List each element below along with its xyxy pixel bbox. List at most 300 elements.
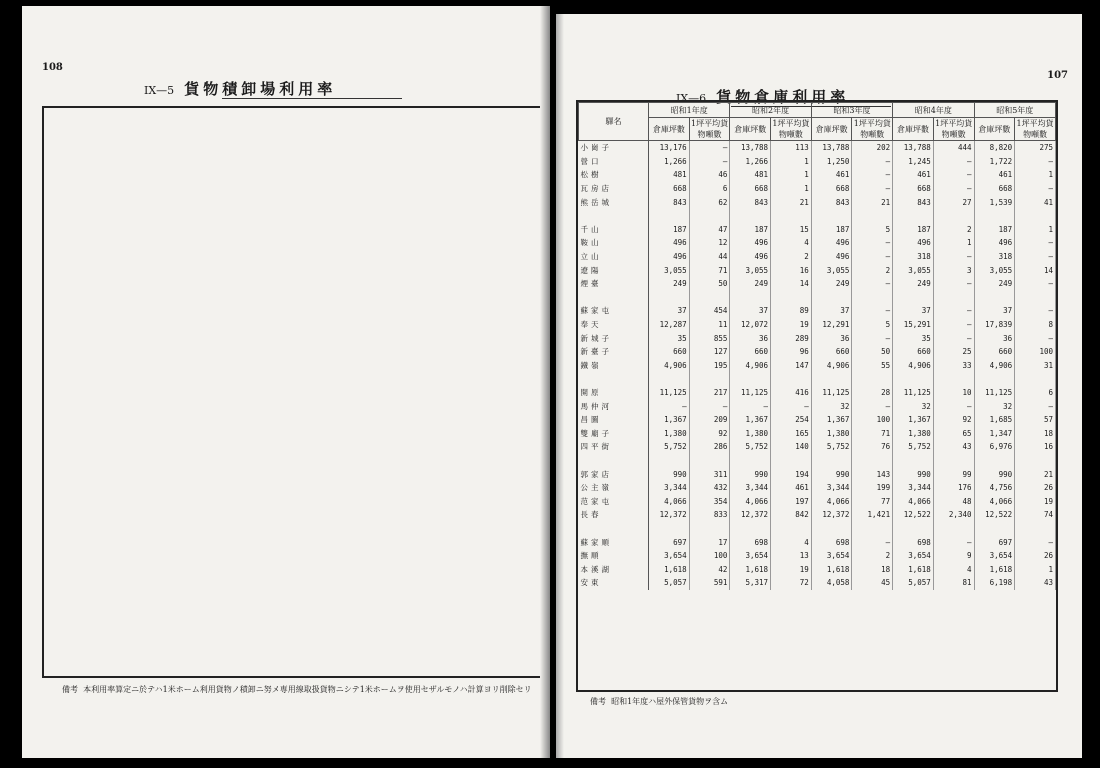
value-cell: 698 (730, 535, 771, 549)
value-cell: 45 (852, 576, 893, 590)
value-cell: 1,266 (649, 155, 690, 169)
value-cell: — (1015, 155, 1056, 169)
value-cell: 1,618 (974, 562, 1015, 576)
value-cell: — (1015, 250, 1056, 264)
table-row (579, 549, 1056, 563)
value-cell: 3,055 (893, 263, 934, 277)
sub-header: 倉庫坪數 (730, 118, 771, 141)
value-cell: 496 (730, 236, 771, 250)
value-cell: 1,618 (811, 562, 852, 576)
value-cell: 14 (771, 277, 812, 291)
station-name-cell: 煙臺 (579, 277, 649, 291)
value-cell: 37 (730, 304, 771, 318)
year-header: 昭和5年度 (974, 103, 1056, 118)
value-cell: 1 (933, 236, 974, 250)
value-cell: 37 (893, 304, 934, 318)
table-row (579, 195, 1056, 209)
value-cell: 42 (689, 562, 730, 576)
table-row (579, 481, 1056, 495)
value-cell (771, 522, 812, 536)
value-cell: 6 (1015, 386, 1056, 400)
sub-header: 1坪平均貨物噸數 (690, 119, 729, 139)
value-cell: 668 (811, 182, 852, 196)
value-cell: 2 (771, 250, 812, 264)
value-cell: 33 (933, 359, 974, 373)
station-name-cell: 雙廟子 (579, 426, 649, 440)
station-name-cell: 四平街 (579, 440, 649, 454)
value-cell: 4,906 (730, 359, 771, 373)
right-title-text: 貨物倉庫利用率 (716, 88, 850, 106)
sub-header: 1坪平均貨物噸數 (772, 119, 810, 139)
table-row (579, 426, 1056, 440)
value-cell: 668 (649, 182, 690, 196)
table-row (579, 168, 1056, 182)
value-cell: — (852, 182, 893, 196)
value-cell: 1,539 (974, 195, 1015, 209)
right-page (556, 14, 1082, 758)
value-cell: 4,906 (811, 359, 852, 373)
sub-header: 倉庫坪數 (893, 118, 934, 141)
value-cell (1015, 522, 1056, 536)
value-cell: 1,722 (974, 155, 1015, 169)
value-cell: 416 (771, 386, 812, 400)
table-row (579, 318, 1056, 332)
warehouse-table-body (579, 141, 1056, 590)
value-cell: 11,125 (974, 386, 1015, 400)
value-cell: 3,344 (811, 481, 852, 495)
value-cell: 842 (771, 508, 812, 522)
value-cell: 1 (1015, 562, 1056, 576)
value-cell: 37 (974, 304, 1015, 318)
value-cell: 92 (933, 413, 974, 427)
left-page-number: 108 (42, 62, 63, 73)
value-cell: 43 (933, 440, 974, 454)
right-table (576, 100, 1058, 692)
value-cell: 113 (771, 141, 812, 155)
value-cell: 96 (771, 345, 812, 359)
left-gutter-shadow (540, 6, 550, 758)
value-cell: 496 (649, 250, 690, 264)
station-name-cell: 千山 (579, 223, 649, 237)
station-name-cell: 新臺子 (579, 345, 649, 359)
value-cell: 496 (811, 236, 852, 250)
value-cell: 4,066 (893, 494, 934, 508)
table-row (579, 236, 1056, 250)
station-name-cell: 開原 (579, 386, 649, 400)
value-cell: 10 (933, 386, 974, 400)
sub-header: 1坪平均貨物噸數 (853, 119, 891, 139)
value-cell: 843 (811, 195, 852, 209)
value-cell: 13,788 (811, 141, 852, 155)
value-cell: — (933, 250, 974, 264)
value-cell: 5,752 (811, 440, 852, 454)
value-cell: 1,618 (649, 562, 690, 576)
value-cell: 57 (1015, 413, 1056, 427)
value-cell: — (649, 399, 690, 413)
value-cell: 12,522 (893, 508, 934, 522)
value-cell: — (1015, 304, 1056, 318)
value-cell: 4,906 (893, 359, 934, 373)
value-cell: — (933, 331, 974, 345)
value-cell: 47 (689, 223, 730, 237)
value-cell: 71 (689, 263, 730, 277)
value-cell: 5,057 (649, 576, 690, 590)
value-cell: 5,752 (730, 440, 771, 454)
left-page-title (144, 78, 336, 99)
value-cell: 31 (1015, 359, 1056, 373)
value-cell: 32 (893, 399, 934, 413)
sub-header: 倉庫坪數 (811, 118, 852, 141)
value-cell: — (730, 399, 771, 413)
station-name-cell: 瓦房店 (579, 182, 649, 196)
value-cell: 3,344 (893, 481, 934, 495)
table-row (579, 155, 1056, 169)
value-cell: 76 (852, 440, 893, 454)
value-cell: 1,380 (811, 426, 852, 440)
value-cell: 249 (974, 277, 1015, 291)
value-cell: 496 (730, 250, 771, 264)
value-cell: 461 (974, 168, 1015, 182)
value-cell: 660 (811, 345, 852, 359)
table-row (579, 413, 1056, 427)
value-cell: 660 (893, 345, 934, 359)
value-cell (689, 454, 730, 468)
value-cell: 591 (689, 576, 730, 590)
value-cell: 496 (974, 236, 1015, 250)
value-cell: 1,618 (730, 562, 771, 576)
value-cell: 37 (811, 304, 852, 318)
value-cell: 16 (771, 263, 812, 277)
value-cell: 990 (730, 467, 771, 481)
value-cell: 81 (933, 576, 974, 590)
value-cell: 6,198 (974, 576, 1015, 590)
value-cell: 1 (1015, 168, 1056, 182)
value-cell: 2,340 (933, 508, 974, 522)
value-cell (689, 291, 730, 305)
station-name-cell: 公主嶺 (579, 481, 649, 495)
value-cell (649, 291, 690, 305)
value-cell (1015, 209, 1056, 223)
value-cell: 36 (811, 331, 852, 345)
value-cell (689, 372, 730, 386)
value-cell: 668 (730, 182, 771, 196)
value-cell: 496 (893, 236, 934, 250)
value-cell: 74 (1015, 508, 1056, 522)
left-note-label: 備考 (62, 685, 78, 694)
value-cell (811, 454, 852, 468)
value-cell: 3,344 (730, 481, 771, 495)
value-cell: 1 (771, 155, 812, 169)
value-cell: 55 (852, 359, 893, 373)
value-cell: 318 (893, 250, 934, 264)
value-cell: 199 (852, 481, 893, 495)
value-cell: — (933, 277, 974, 291)
value-cell: 3,654 (649, 549, 690, 563)
value-cell (730, 454, 771, 468)
value-cell: — (771, 399, 812, 413)
value-cell: 15 (771, 223, 812, 237)
value-cell (649, 522, 690, 536)
value-cell: — (933, 168, 974, 182)
value-cell (974, 454, 1015, 468)
value-cell: 3,055 (649, 263, 690, 277)
value-cell (852, 522, 893, 536)
value-cell: 3,055 (974, 263, 1015, 277)
value-cell: 13 (771, 549, 812, 563)
left-section-code: IX—5 (144, 84, 175, 97)
value-cell: 660 (730, 345, 771, 359)
value-cell: 1,380 (893, 426, 934, 440)
sub-header: 倉庫坪數 (649, 118, 690, 141)
value-cell: 12,072 (730, 318, 771, 332)
value-cell: 843 (730, 195, 771, 209)
value-cell: 4 (771, 236, 812, 250)
value-cell: 4,756 (974, 481, 1015, 495)
value-cell: 833 (689, 508, 730, 522)
value-cell: — (852, 236, 893, 250)
value-cell: 311 (689, 467, 730, 481)
station-name-cell: 蘇家順 (579, 535, 649, 549)
value-cell: 318 (974, 250, 1015, 264)
value-cell (852, 209, 893, 223)
station-name-cell: 小崗子 (579, 141, 649, 155)
value-cell (974, 372, 1015, 386)
value-cell: 26 (1015, 481, 1056, 495)
value-cell: 4,066 (730, 494, 771, 508)
value-cell: 36 (974, 331, 1015, 345)
value-cell: 289 (771, 331, 812, 345)
value-cell: 17,839 (974, 318, 1015, 332)
value-cell: 12,372 (649, 508, 690, 522)
value-cell: 12,372 (811, 508, 852, 522)
value-cell: 3,654 (893, 549, 934, 563)
value-cell: 1,347 (974, 426, 1015, 440)
value-cell (893, 454, 934, 468)
value-cell (1015, 372, 1056, 386)
value-cell (689, 209, 730, 223)
value-cell: 2 (933, 223, 974, 237)
value-cell (771, 209, 812, 223)
value-cell: 15,291 (893, 318, 934, 332)
value-cell: 14 (1015, 263, 1056, 277)
year-header: 昭和2年度 (730, 103, 811, 118)
value-cell: — (1015, 277, 1056, 291)
value-cell: 990 (974, 467, 1015, 481)
value-cell: 50 (852, 345, 893, 359)
value-cell: — (689, 141, 730, 155)
value-cell: 147 (771, 359, 812, 373)
right-note (590, 696, 1050, 707)
value-cell: 668 (893, 182, 934, 196)
value-cell: 3,654 (811, 549, 852, 563)
value-cell: 19 (1015, 494, 1056, 508)
value-cell: 1,266 (730, 155, 771, 169)
value-cell: — (933, 399, 974, 413)
value-cell: 32 (811, 399, 852, 413)
value-cell: 77 (852, 494, 893, 508)
station-name-cell: 立山 (579, 250, 649, 264)
value-cell: 444 (933, 141, 974, 155)
year-header: 昭和3年度 (811, 103, 892, 118)
value-cell: 660 (974, 345, 1015, 359)
value-cell (852, 372, 893, 386)
value-cell: 5,057 (893, 576, 934, 590)
value-cell: 21 (852, 195, 893, 209)
value-cell: 4,066 (649, 494, 690, 508)
table-row (579, 522, 1056, 536)
value-cell (730, 291, 771, 305)
value-cell: 454 (689, 304, 730, 318)
value-cell: 50 (689, 277, 730, 291)
right-section-code: IX—6 (676, 92, 707, 105)
value-cell: 461 (811, 168, 852, 182)
value-cell: 46 (689, 168, 730, 182)
value-cell: 990 (649, 467, 690, 481)
table-row (579, 372, 1056, 386)
station-name-cell: 安東 (579, 576, 649, 590)
value-cell: 3,344 (649, 481, 690, 495)
value-cell: 1,367 (649, 413, 690, 427)
value-cell: 4,906 (649, 359, 690, 373)
table-row (579, 223, 1056, 237)
value-cell: — (852, 331, 893, 345)
value-cell: 4 (771, 535, 812, 549)
value-cell: 176 (933, 481, 974, 495)
value-cell: 249 (649, 277, 690, 291)
table-row (579, 304, 1056, 318)
value-cell: 202 (852, 141, 893, 155)
value-cell: 89 (771, 304, 812, 318)
value-cell: 140 (771, 440, 812, 454)
value-cell: 11,125 (893, 386, 934, 400)
value-cell (852, 291, 893, 305)
value-cell: — (689, 155, 730, 169)
value-cell: 12,522 (974, 508, 1015, 522)
value-cell: 5 (852, 318, 893, 332)
value-cell: 27 (933, 195, 974, 209)
value-cell: 2 (852, 263, 893, 277)
value-cell: 249 (730, 277, 771, 291)
value-cell: 1,421 (852, 508, 893, 522)
value-cell (974, 291, 1015, 305)
table-row (579, 250, 1056, 264)
value-cell: 100 (1015, 345, 1056, 359)
value-cell: 209 (689, 413, 730, 427)
value-cell: 4,058 (811, 576, 852, 590)
value-cell: 698 (811, 535, 852, 549)
station-name-cell: 新城子 (579, 331, 649, 345)
value-cell: 18 (1015, 426, 1056, 440)
value-cell: 26 (1015, 549, 1056, 563)
table-row (579, 141, 1056, 155)
value-cell (771, 291, 812, 305)
value-cell: 12,291 (811, 318, 852, 332)
value-cell: 3,654 (974, 549, 1015, 563)
right-note-label: 備考 (590, 697, 606, 706)
table-row (579, 562, 1056, 576)
value-cell: 217 (689, 386, 730, 400)
value-cell: 1,367 (730, 413, 771, 427)
value-cell: 3,055 (811, 263, 852, 277)
value-cell: 855 (689, 331, 730, 345)
station-name-cell: 松樹 (579, 168, 649, 182)
table-row (579, 277, 1056, 291)
value-cell: 36 (730, 331, 771, 345)
value-cell: 3 (933, 263, 974, 277)
value-cell: 65 (933, 426, 974, 440)
station-name-cell (579, 454, 649, 468)
table-row (579, 508, 1056, 522)
station-name-cell: 范家屯 (579, 494, 649, 508)
value-cell: — (933, 304, 974, 318)
station-name-cell (579, 291, 649, 305)
value-cell: — (933, 535, 974, 549)
value-cell: — (852, 168, 893, 182)
value-cell: 3,654 (730, 549, 771, 563)
value-cell: 496 (649, 236, 690, 250)
station-name-cell: 鐵嶺 (579, 359, 649, 373)
table-row (579, 494, 1056, 508)
value-cell: 17 (689, 535, 730, 549)
station-name-cell (579, 522, 649, 536)
value-cell: 12 (689, 236, 730, 250)
value-cell (893, 209, 934, 223)
value-cell: 13,176 (649, 141, 690, 155)
value-cell: 1 (771, 182, 812, 196)
station-name-cell: 熊岳城 (579, 195, 649, 209)
station-header: 驛名 (579, 103, 649, 141)
table-row (579, 209, 1056, 223)
value-cell: 843 (649, 195, 690, 209)
value-cell: — (933, 155, 974, 169)
value-cell: 698 (893, 535, 934, 549)
left-note (62, 684, 542, 695)
value-cell (771, 372, 812, 386)
value-cell: — (933, 318, 974, 332)
value-cell (730, 209, 771, 223)
value-cell (933, 454, 974, 468)
value-cell: 187 (811, 223, 852, 237)
value-cell (893, 291, 934, 305)
value-cell: 41 (1015, 195, 1056, 209)
table-row (579, 399, 1056, 413)
value-cell (1015, 291, 1056, 305)
value-cell: — (1015, 236, 1056, 250)
value-cell: 143 (852, 467, 893, 481)
value-cell: — (852, 250, 893, 264)
value-cell: 432 (689, 481, 730, 495)
value-cell: — (1015, 182, 1056, 196)
value-cell (771, 454, 812, 468)
value-cell: 35 (649, 331, 690, 345)
value-cell: 990 (811, 467, 852, 481)
value-cell: 3,055 (730, 263, 771, 277)
value-cell: 1 (1015, 223, 1056, 237)
value-cell: 1,380 (730, 426, 771, 440)
value-cell: 35 (893, 331, 934, 345)
table-row (579, 345, 1056, 359)
value-cell: 25 (933, 345, 974, 359)
value-cell: 32 (974, 399, 1015, 413)
value-cell (974, 209, 1015, 223)
value-cell: 100 (852, 413, 893, 427)
value-cell: 194 (771, 467, 812, 481)
value-cell: 21 (1015, 467, 1056, 481)
value-cell: 4 (933, 562, 974, 576)
station-name-cell: 遼陽 (579, 263, 649, 277)
value-cell: 13,788 (730, 141, 771, 155)
value-cell: 11,125 (811, 386, 852, 400)
